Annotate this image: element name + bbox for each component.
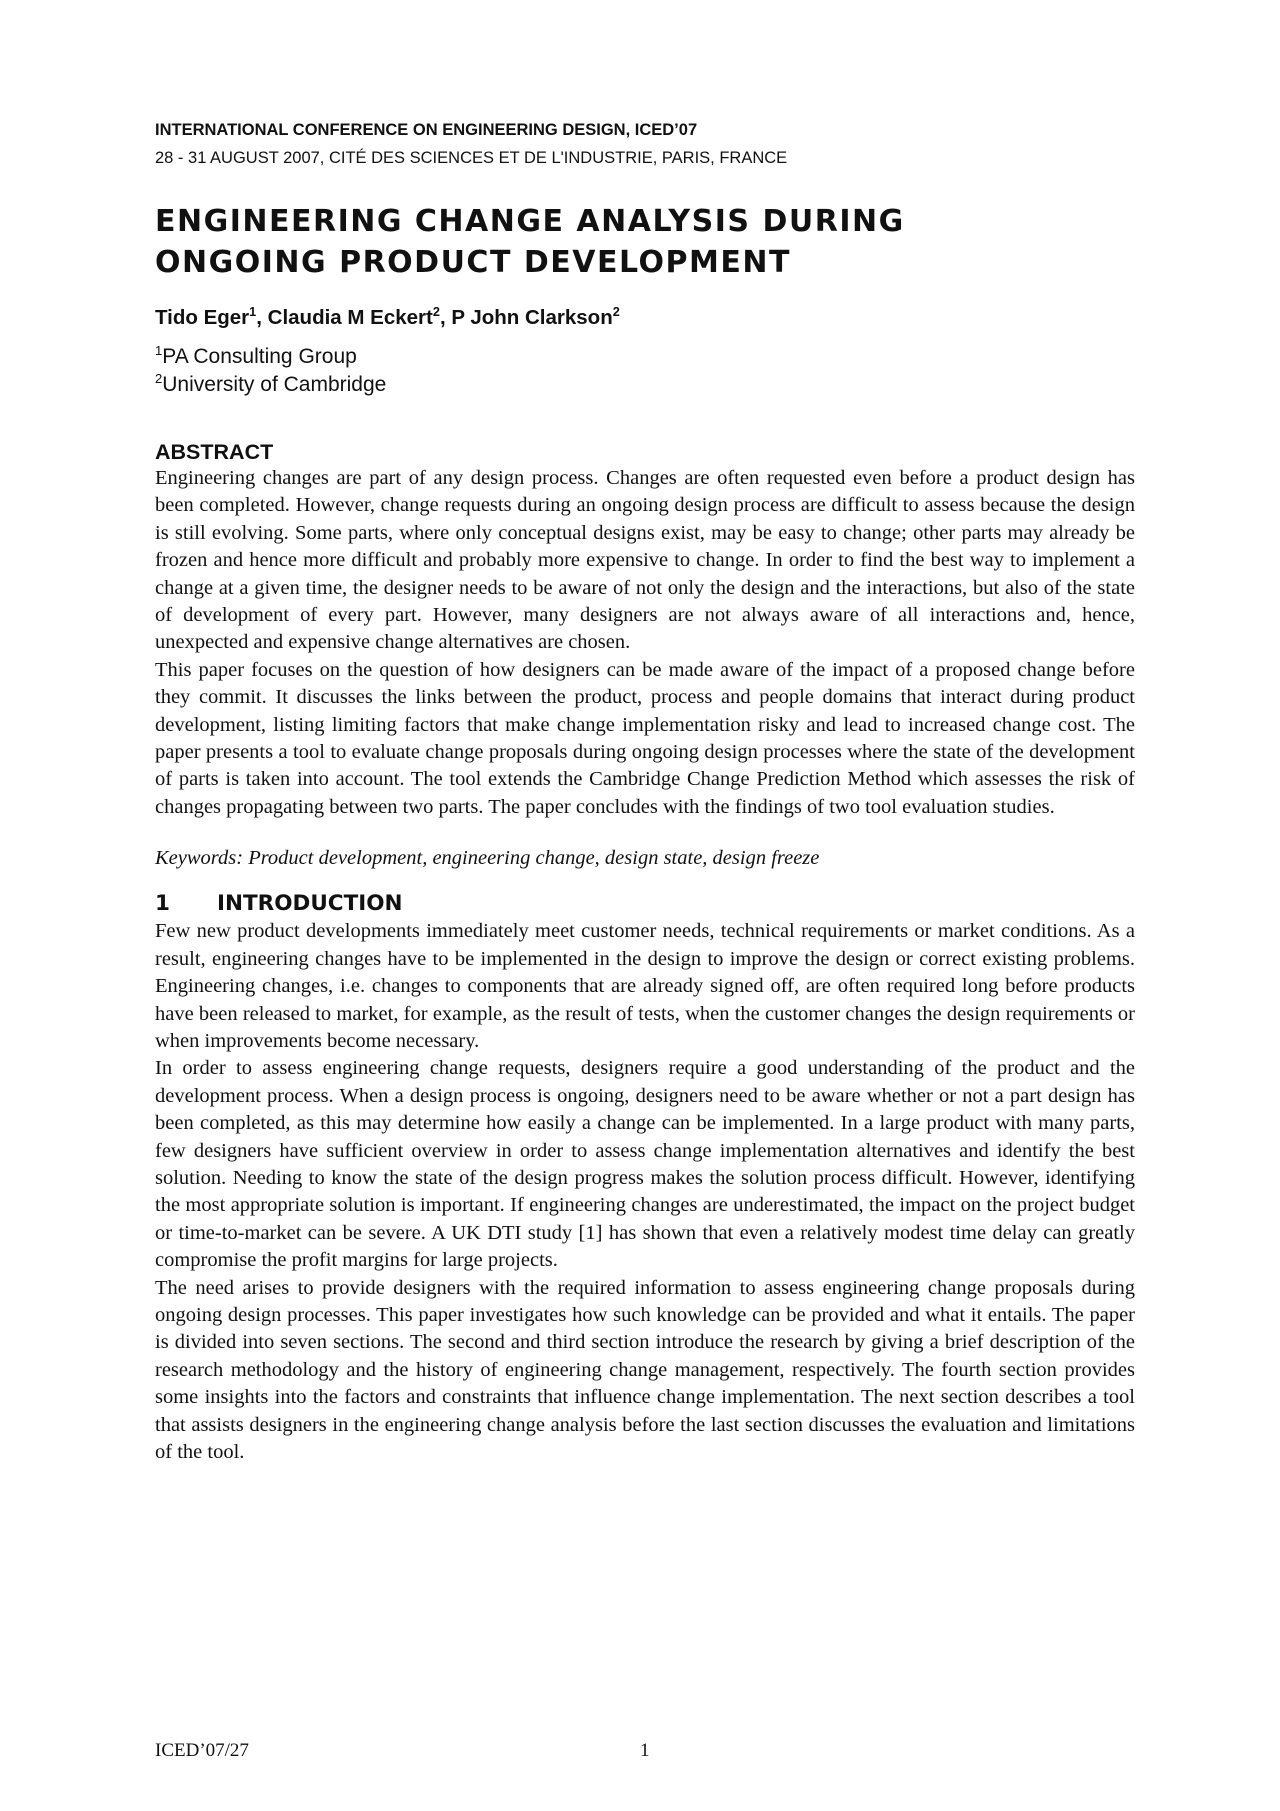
conference-name: INTERNATIONAL CONFERENCE ON ENGINEERING DESIGN, ICED’07 [155, 121, 698, 139]
section-heading-introduction [155, 890, 1135, 918]
author-affil-mark: 2 [432, 304, 440, 320]
keywords: Keywords: Product development, engineering change, design state, design freeze [155, 847, 820, 870]
intro-paragraph: Few new product developments immediately meet customer needs, technical requirements or market conditions. As a result, engineering changes have to be implemented in the design to improve the design or correct existing problems. Engineering changes, i.e. changes to components that are already signed off, are often required long before products have been released to market, for example, as the result of tests, when the customer changes the design requirements or when improvements become necessary. [155, 920, 1135, 1052]
paper-title-line-1: ENGINEERING CHANGE ANALYSIS DURING [155, 204, 905, 239]
section-number: 1 [155, 891, 170, 917]
abstract-paragraph: Engineering changes are part of any design process. Changes are often requested even before a product design has been completed. However, change requests during an ongoing design process are difficult to assess because the design is still evolving. Some parts, where only conceptual designs exist, may be easy to change; other parts may already be frozen and hence more difficult and probably more expensive to change. In order to find the best way to implement a change at a given time, the designer needs to be aware of not only the design and the interactions, but also of the state of development of every part. However, many designers are not always aware of all interactions and, hence, unexpected and expensive change alternatives are chosen. [155, 467, 1135, 654]
paper-title [155, 201, 1135, 283]
section-title: INTRODUCTION [217, 891, 403, 917]
affiliation-name: University of Cambridge [162, 373, 387, 396]
affiliation-mark: 1 [155, 343, 163, 358]
conference-dates-location: 28 - 31 AUGUST 2007, CITÉ DES SCIENCES ET DE L'INDUSTRIE, PARIS, FRANCE [155, 149, 788, 167]
intro-paragraph: In order to assess engineering change requests, designers require a good understanding of the product and the development process. When a design process is ongoing, designers need to be aware whether or not a part design has been completed, as this may determine how easily a change can be implemented. In a large product with many parts, few designers have sufficient overview in order to assess change implementation alternatives and identify the best solution. Needing to know the state of the design progress makes the solution process difficult. However, identifying the most appropriate solution is important. If engineering changes are underestimated, the impact on the project budget or time-to-market can be severe. A UK DTI study [1] has shown that even a relatively modest time delay can greatly compromise the profit margins for large projects. [155, 1057, 1135, 1272]
abstract-heading: ABSTRACT [155, 440, 274, 464]
abstract-paragraph: This paper focuses on the question of how designers can be made aware of the impact of a proposed change before they commit. It discusses the links between the product, process and people domains that interact during product development, listing limiting factors that make change implementation risky and lead to increased change cost. The paper presents a tool to evaluate change proposals during ongoing design processes where the state of the development of parts is taken into account. The tool extends the Cambridge Change Prediction Method which assesses the risk of changes propagating between two parts. The paper concludes with the findings of two tool evaluation studies. [155, 658, 1135, 818]
affiliation-item [155, 371, 1135, 399]
intro-paragraph: The need arises to provide designers with the required information to assess engineering change proposals during ongoing design processes. This paper investigates how such knowledge can be provided and what it entails. The paper is divided into seven sections. The second and third section introduce the research by giving a brief description of the research methodology and the history of engineering change management, respectively. The fourth section provides some insights into the factors and constraints that influence change implementation. The next section describes a tool that assists designers in the engineering change analysis before the last section discusses the evaluation and limitations of the tool. [155, 1276, 1135, 1463]
author-name: P John Clarkson [451, 306, 613, 329]
affiliation-list [155, 343, 1135, 399]
author-affil-mark: 1 [249, 304, 257, 320]
author-name: Claudia M Eckert [267, 306, 433, 329]
author-name: Tido Eger [155, 306, 250, 329]
author-separator: , [256, 306, 268, 329]
affiliation-name: PA Consulting Group [162, 345, 357, 368]
author-affil-mark: 2 [612, 304, 620, 320]
page-number: 1 [640, 1740, 650, 1761]
paper-page [155, 120, 1135, 1466]
paper-title-line-2: ONGOING PRODUCT DEVELOPMENT [155, 245, 791, 280]
author-list [155, 305, 1135, 331]
paper-code: ICED’07/27 [155, 1740, 249, 1761]
affiliation-mark: 2 [155, 371, 163, 386]
affiliation-item [155, 343, 1135, 371]
author-separator: , [439, 306, 452, 329]
